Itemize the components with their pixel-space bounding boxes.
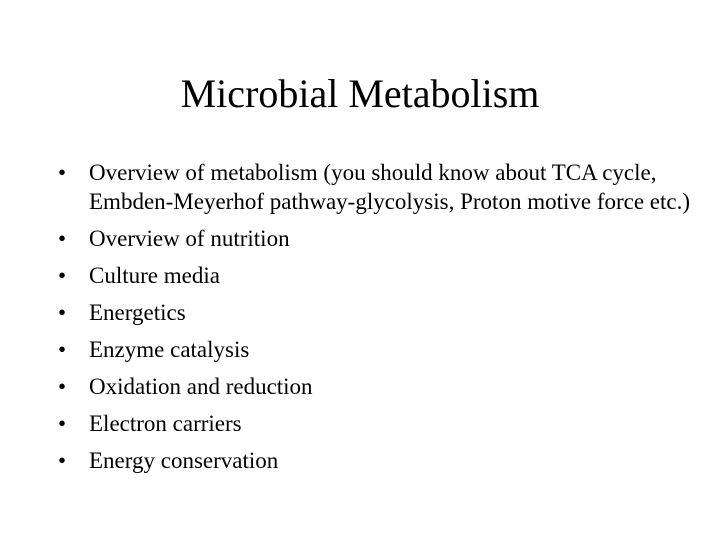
bullet-text: Overview of metabolism (you should know about TCA cycle, Embden-Meyerhof pathway-glycolysis, Proton motive force etc.) (89, 160, 691, 214)
bullet-item-energy-conservation (58, 446, 698, 475)
bullet-item-enzyme-catalysis (58, 335, 698, 364)
bullet-text: Culture media (89, 263, 220, 288)
bullet-item-electron-carriers (58, 409, 698, 438)
bullet-icon: • (58, 337, 67, 362)
bullet-list (58, 158, 698, 483)
bullet-item-nutrition (58, 224, 698, 253)
bullet-text: Electron carriers (89, 411, 242, 436)
slide-title: Microbial Metabolism (180, 71, 540, 116)
bullet-item-culture-media (58, 261, 698, 290)
bullet-icon: • (58, 300, 67, 325)
bullet-icon: • (58, 448, 67, 473)
bullet-text: Energy conservation (89, 448, 279, 473)
bullet-icon: • (58, 160, 67, 185)
bullet-icon: • (58, 374, 67, 399)
bullet-item-energetics (58, 298, 698, 327)
bullet-text: Oxidation and reduction (89, 374, 313, 399)
bullet-text: Enzyme catalysis (89, 337, 250, 362)
bullet-text: Energetics (89, 300, 186, 325)
bullet-icon: • (58, 411, 67, 436)
bullet-item-oxidation-reduction (58, 372, 698, 401)
bullet-icon: • (58, 226, 67, 251)
bullet-text: Overview of nutrition (89, 226, 290, 251)
bullet-item-metabolism-overview (58, 158, 698, 216)
bullet-icon: • (58, 263, 67, 288)
